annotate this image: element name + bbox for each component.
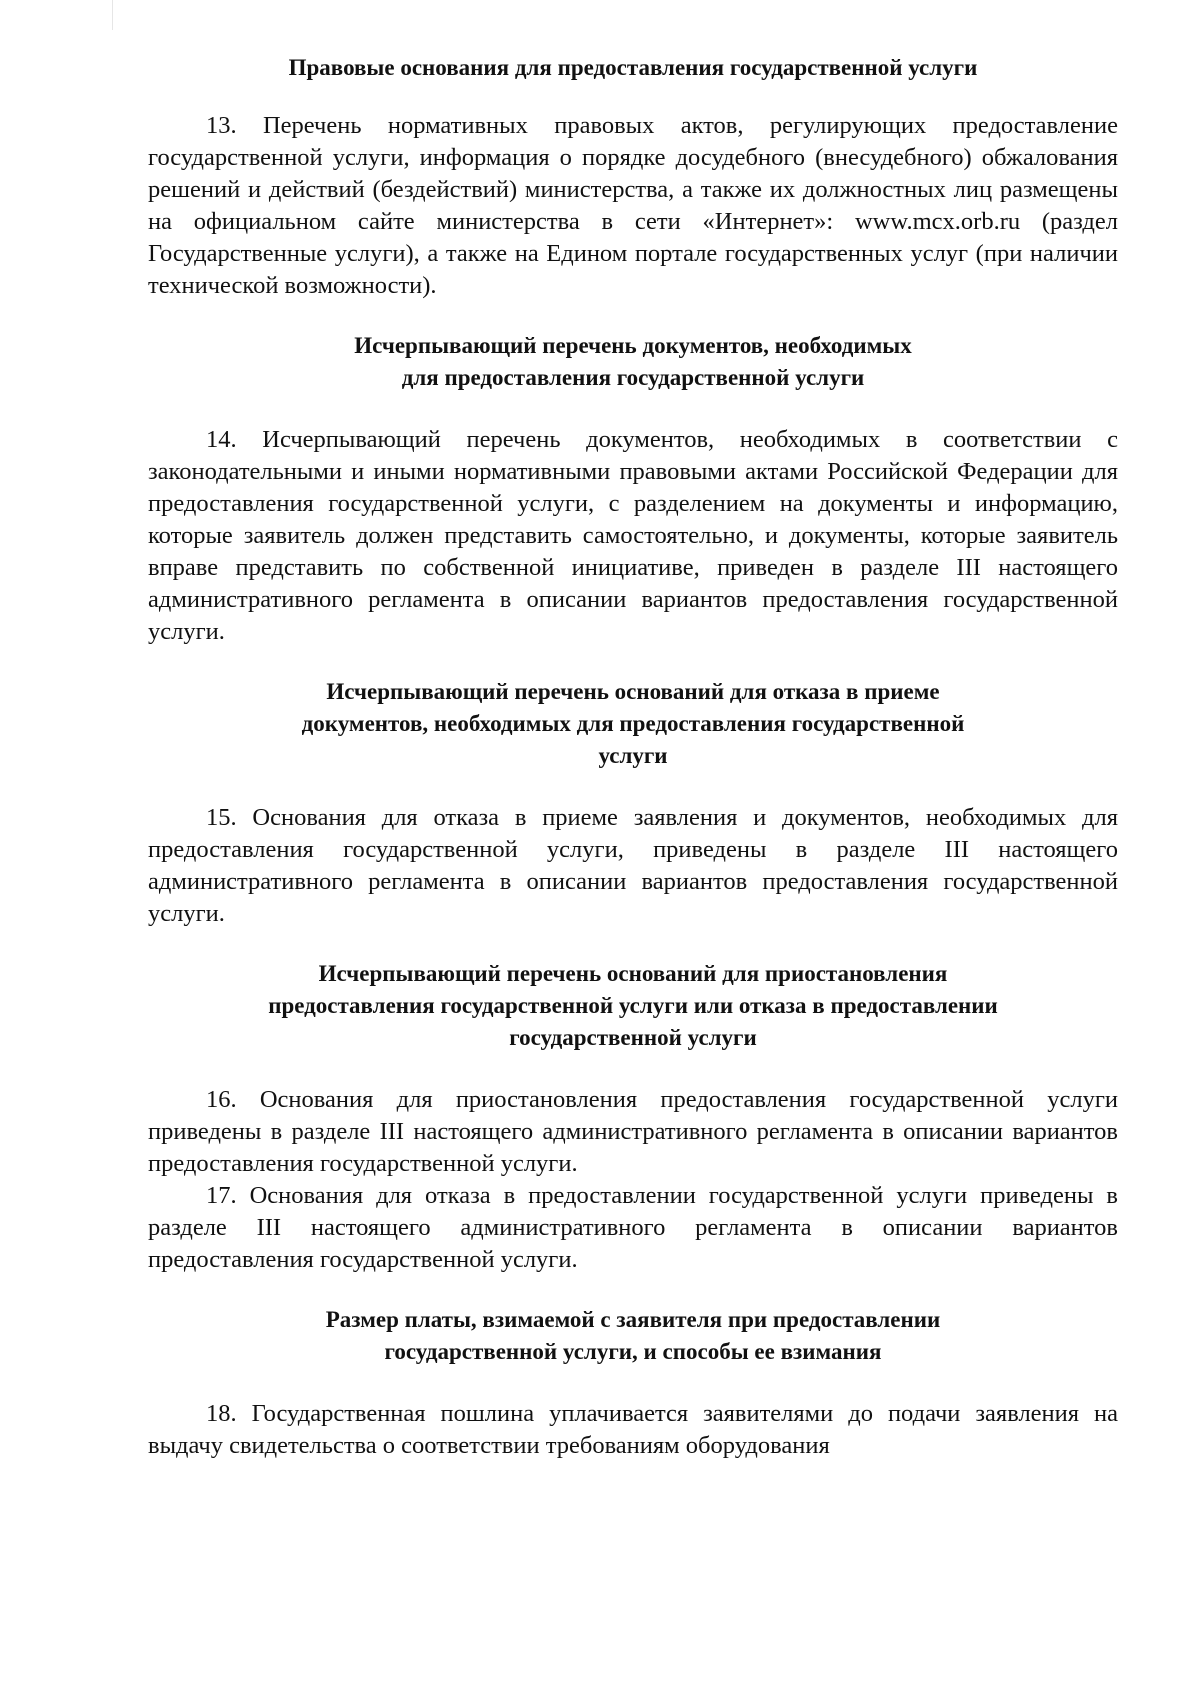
heading-refusal-acceptance xyxy=(148,676,1118,772)
heading-fee-line-1: Размер платы, взимаемой с заявителя при предоставлении xyxy=(325,1307,941,1332)
heading-fee-line-2: государственной услуги, и способы ее взимания xyxy=(384,1339,882,1364)
paragraph-15: 15. Основания для отказа в приеме заявления и документов, необходимых для предоставления государственной услуги, приведены в разделе III настоящего административного регламента в описании вариантов предоставления государственной услуги. xyxy=(148,804,1118,927)
heading-legal-basis-text: Правовые основания для предоставления государственной услуги xyxy=(288,55,978,80)
heading-fee xyxy=(148,1304,1118,1368)
heading-documents-line-1: Исчерпывающий перечень документов, необходимых xyxy=(354,333,912,358)
scan-edge-mark xyxy=(112,0,113,30)
heading-refusal-acceptance-line-1: Исчерпывающий перечень оснований для отказа в приеме xyxy=(326,679,940,704)
heading-suspension-line-2: предоставления государственной услуги или отказа в предоставлении xyxy=(268,993,998,1018)
paragraph-13: 13. Перечень нормативных правовых актов, регулирующих предоставление государственной услуги, информация о порядке досудебного (внесудебного) обжалования решений и действий (бездействий) министерства, а также их должностных лиц размещены на официальном сайте министерства в сети «Интернет»: www.mcx.orb.ru (раздел Государственные услуги), а также на Едином портале государственных услуг (при наличии технической возможности). xyxy=(148,112,1118,299)
paragraph-14: 14. Исчерпывающий перечень документов, необходимых в соответствии с законодательными и иными нормативными правовыми актами Российской Федерации для предоставления государственной услуги, с разделением на документы и информацию, которые заявитель должен представить самостоятельно, и документы, которые заявитель вправе представить по собственной инициативе, приведен в разделе III настоящего административного регламента в описании вариантов предоставления государственной услуги. xyxy=(148,426,1118,645)
document-body xyxy=(148,52,1118,1462)
heading-suspension-line-3: государственной услуги xyxy=(509,1025,757,1050)
paragraph-17: 17. Основания для отказа в предоставлении государственной услуги приведены в разделе III настоящего административного регламента в описании вариантов предоставления государственной услуги. xyxy=(148,1182,1118,1273)
heading-suspension-line-1: Исчерпывающий перечень оснований для приостановления xyxy=(318,961,948,986)
paragraph-18: 18. Государственная пошлина уплачивается заявителями до подачи заявления на выдачу свидетельства о соответствии требованиям оборудования xyxy=(148,1400,1118,1459)
heading-suspension-refusal xyxy=(148,958,1118,1054)
heading-legal-basis xyxy=(148,52,1118,84)
paragraph-16: 16. Основания для приостановления предоставления государственной услуги приведены в разделе III настоящего административного регламента в описании вариантов предоставления государственной услуги. xyxy=(148,1086,1118,1177)
heading-refusal-acceptance-line-2: документов, необходимых для предоставления государственной xyxy=(301,711,965,736)
heading-documents-list xyxy=(148,330,1118,394)
heading-documents-line-2: для предоставления государственной услуги xyxy=(401,365,865,390)
heading-refusal-acceptance-line-3: услуги xyxy=(598,743,668,768)
